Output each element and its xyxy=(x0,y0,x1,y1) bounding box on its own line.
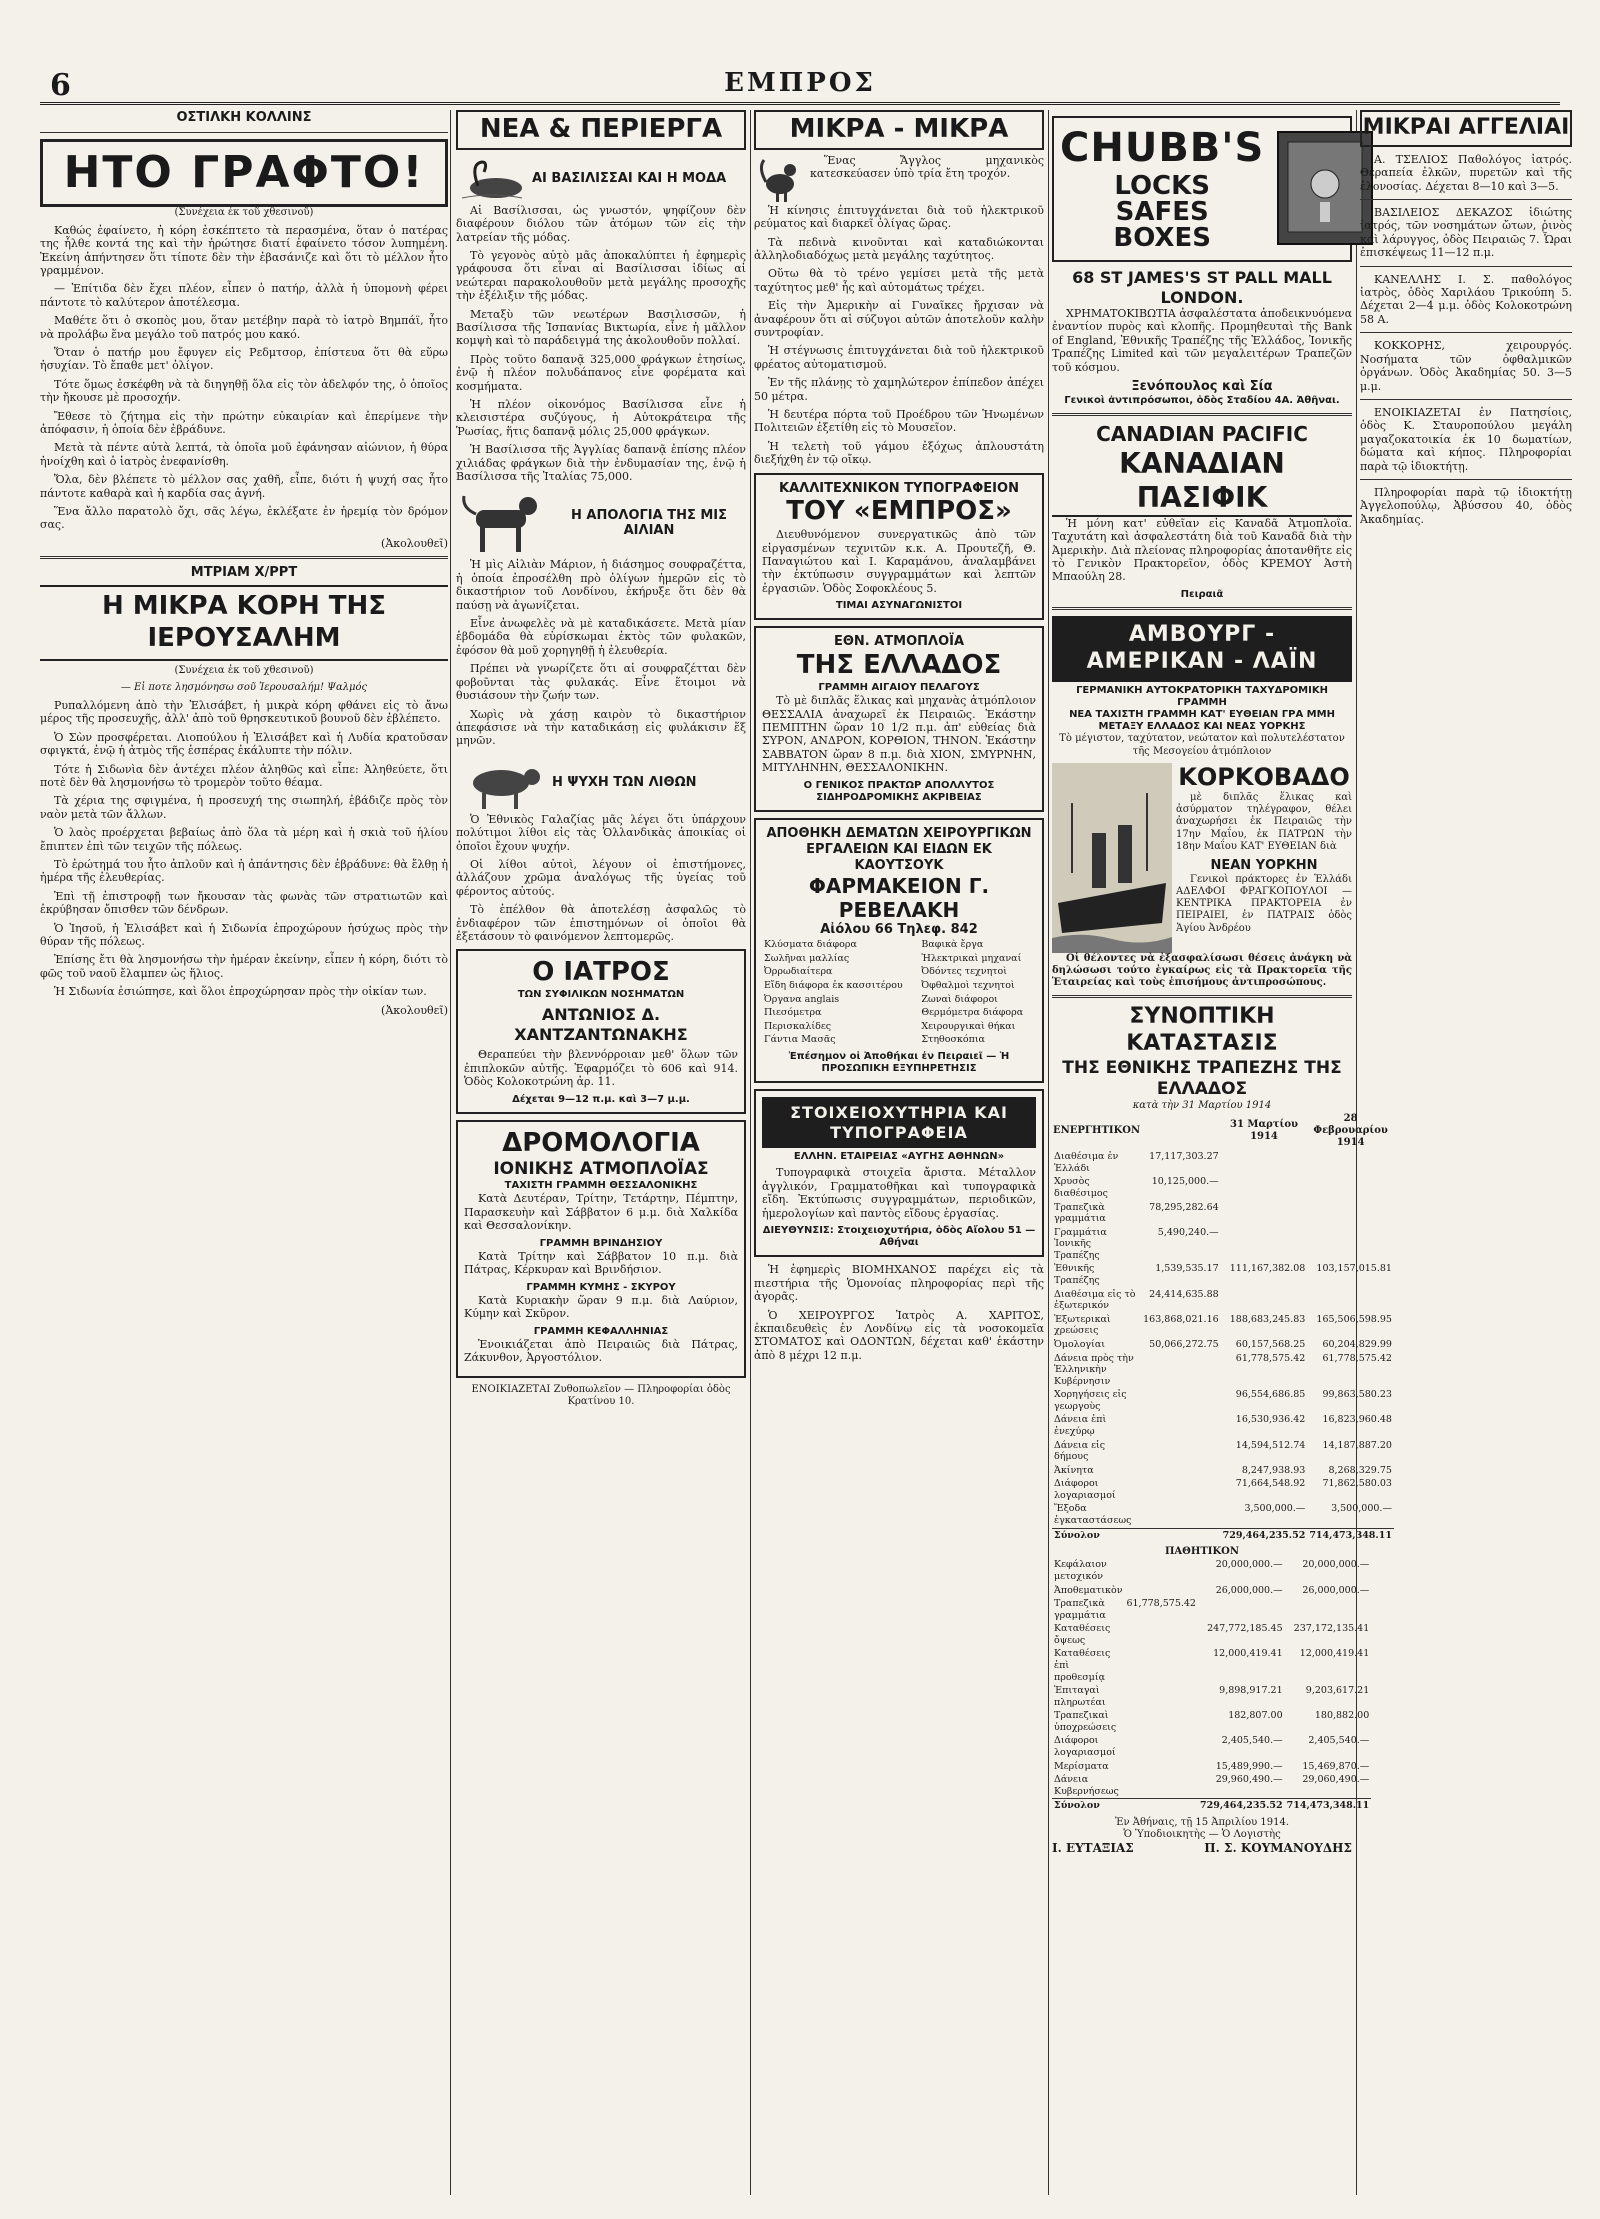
paragraph: Αἱ Βασίλισσαι, ὡς γνωστόν, ψηφίζουν δὲν διαφέρουν διόλου τῶν ἀτόμων τῶν εἰς τὴν λατρείαν τῆς μόδας. xyxy=(456,203,746,244)
ad-text: Θεραπεύει τὴν βλεννόρροιαν μεθ' ὅλων τῶν ἐπιπλοκῶν αὐτῆς. Ἐφαρμόζει τὸ 606 καὶ 914. Ὁδὸς Κολοκοτρώνη ἀρ. 11. xyxy=(464,1048,738,1089)
list-item: Γάντια Μασᾶς Στηθοσκόπια xyxy=(764,1034,985,1046)
table-row: Τραπεζικὰ γραμμάτια 61,778,575.42 xyxy=(1054,1598,1196,1621)
paragraph: Ἕνας Ἄγγλος μηχανικὸς κατεσκεύασεν ὑπὸ τρία ἔτη τροχόν. xyxy=(810,153,1044,181)
table-row: Τραπεζικὰ γραμμάτια 78,295,282.64 xyxy=(1054,1201,1219,1225)
ad-subheading: ΕΛΛΗΝ. ΕΤΑΙΡΕΙΑΣ «ΑΥΓΗΣ ΑΘΗΝΩΝ» xyxy=(793,1151,1005,1163)
steamship-illustration xyxy=(1052,763,1172,953)
paragraph: Τότε ἡ Σιδωνὶα δὲν ἀντέχει πλέον ἀληθῶς καὶ εἶπε: Ἀληθεύετε, ὅτι ποτὲ δὲν θὰ λησμονήσω τὸ τρομερὸν τοῦτο θέαμα. xyxy=(40,762,448,789)
paragraph: Ἡ δευτέρα πόρτα τοῦ Προέδρου τῶν Ἡνωμένων Πολιτειῶν ἐξετίθη εἰς τὸ Μουσεῖον. xyxy=(754,408,1044,435)
subheading: Η ΨΥΧΗ ΤΩΝ ΛΙΘΩΝ xyxy=(552,774,697,790)
column-briefs xyxy=(754,110,1044,2195)
section-heading: ΝΕΑ & ΠΕΡΙΕΡΓΑ xyxy=(456,110,746,150)
route-text: Κατὰ Κυριακὴν ὥραν 9 π.μ. διὰ Λαύριον, Κύμην καὶ Σκῦρον. xyxy=(464,1293,738,1321)
classified-ad: Α. ΤΣΕΛΙΟΣ Παθολόγος ἰατρός. Θεραπεία ἐλκῶν, πυρετῶν καὶ τῆς ἐλονοσίας. Δέχεται 8—10 καὶ 3—5. xyxy=(1360,152,1572,193)
paragraph: Μεταξὺ τῶν νεωτέρων Βασιλισσῶν, ἡ Βασίλισσα τῆς Ἰσπανίας Βικτωρία, εἶνε ἡ μᾶλλον κομψὴ καὶ τὸ παράδειγμά της ἀκολουθοῦν πολλαί. xyxy=(456,307,746,348)
column-classifieds xyxy=(1360,110,1572,2195)
ad-city: Πειραιᾶ xyxy=(1180,588,1224,600)
section-label: ΕΝΕΡΓΗΤΙΚΟΝ xyxy=(1053,1124,1141,1136)
paragraph: Ἐν τῆς πλάνῃς τὸ χαμηλώτερον ἐπίπεδον ἀπέχει 50 μέτρα. xyxy=(754,376,1044,403)
paragraph: Ἔθεσε τὸ ζήτημα εἰς τὴν πρώτην εὐκαιρίαν καὶ ἐπερίμενε τὴν ἀπόφασιν, ἡ ὁποία δὲν ἐβράδυνε. xyxy=(40,409,448,436)
ship-name: ΚΟΡΚΟΒΑΔΟ xyxy=(1178,762,1350,791)
paragraph: Τὸ ἐρώτημά του ἦτο ἁπλοῦν καὶ ἡ ἀπάντησις δὲν ἐβράδυνε: θὰ ἔλθῃ ἡ ἡμέρα τῆς ἐλευθερίας. xyxy=(40,857,448,885)
paragraph: Μετὰ τὰ πέντε αὐτὰ λεπτά, τὰ ὁποῖα μοῦ ἐφάνησαν αἰώνιον, ἡ θύρα ἠνοίχθη καὶ ὁ ἰατρὸς ἐνεφανίσθη. xyxy=(40,441,448,468)
office-hours: Δέχεται 9—12 π.μ. καὶ 3—7 μ.μ. xyxy=(512,1093,690,1105)
swan-illustration xyxy=(456,154,526,204)
paragraph: Ὅταν ὁ πατήρ μου ἔφυγεν εἰς Ρεδμτσορ, ἐπίστευα ὅτι θὰ εὕρω ἡσυχίαν. Τὸ ἔπαθε μετ' ὀλίγον. xyxy=(40,345,448,373)
ad-line: SAFES xyxy=(1115,196,1209,227)
paper-name: ΕΜΠΡΟΣ xyxy=(724,68,876,98)
paragraph: Ἡ στέγνωσις ἐπιτυγχάνεται διὰ τοῦ ἡλεκτρικοῦ φρέατος αὐτοματισμοῦ. xyxy=(754,344,1044,371)
dog-illustration xyxy=(456,488,546,558)
ad-line: LOCKS xyxy=(1114,170,1211,201)
ad-subheading: ΓΡΑΜΜΗ ΑΙΓΑΙΟΥ ΠΕΛΑΓΟΥΣ xyxy=(818,682,980,693)
story-author: ΜΤΡΙΑΜ Χ/ΡΡΤ xyxy=(190,565,298,581)
table-row: Χορηγήσεις εἰς γεωργοὺς 96,554,686.85 99,863,580.23 xyxy=(1054,1389,1392,1412)
ad-subheading: ΝΕΑ ΤΑΧΙΣΤΗ ΓΡΑΜΜΗ ΚΑΤ' ΕΥΘΕΙΑΝ ΓΡΑ ΜΜΗ xyxy=(1069,709,1335,721)
ad-footer: Ο ΓΕΝΙΚΟΣ ΠΡΑΚΤΩΡ ΑΠΟΛΛΥΤΟΣ ΣΙΔΗΡΟΔΡΟΜΙΚΗΣ ΑΚΡΙΒΕΙΑΣ xyxy=(803,779,995,803)
signature-titles: Ὁ Ὑποδιοικητὴς — Ὁ Λογιστὴς xyxy=(1123,1829,1281,1841)
paragraph: Τὸ γεγονὸς αὐτὸ μᾶς ἀποκαλύπτει ἡ ἐφημερὶς γράφουσα ὅτι εἶναι αἱ Βασίλισσαι ἰδίως αἱ νεώτεραι παρακολουθοῦν μετὰ μεγάλης προσοχῆς τὴν ἐξέλιξιν τῆς μόδας. xyxy=(456,248,746,303)
ad-title: ΚΑΝΑΔΙΑΝ ΠΑΣΙΦΙΚ xyxy=(1052,447,1352,517)
paragraph: Τὸ ἐπέλθον θὰ ἀποτελέσῃ ἀσφαλῶς τὸ ἐνδιαφέρον τῶν ἐπιστημόνων οἱ ὁποῖοι θὰ ἐξετάσουν τὸ φαινόμενον λεπτομερῶς. xyxy=(456,903,746,943)
paragraph: — Ἐπίτιδα δὲν ἔχει πλέον, εἶπεν ὁ πατήρ, ἀλλὰ ἡ ὑπομονὴ φέρει πάντοτε τὸ καλύτερον ἀποτέλεσμα. xyxy=(40,282,448,309)
type-foundry-ad xyxy=(754,1089,1044,1257)
route-title: ΓΡΑΜΜΗ ΚΥΜΗΣ - ΣΚΥΡΟΥ xyxy=(526,1281,676,1293)
ad-text: Ἡ μόνη κατ' εὐθεῖαν εἰς Καναδᾶ Ἀτμοπλοΐα. Ταχυτάτη καὶ ἀσφαλεστάτη διὰ τοῦ Καναδᾶ διὰ τὴν Ἀμερικὴν. Διὰ πλείονας πληροφορίας ἀποτανθῆτε εἰς τὸ Γενικὸν Πρακτορεῖον, ὁδὸς ΚΡΕΜΟΥ Ἀστὴ Μπαούλη 28. xyxy=(1052,516,1352,584)
classified-ad: ΒΑΣΙΛΕΙΟΣ ΔΕΚΑΖΟΣ ἰδιώτης ἰατρός, τῶν νοσημάτων ὤτων, ῥινὸς καὶ λάρυγγος, ὁδὸς Πειραιῶς 7. Ὧραι ἐπισκέψεως 11—12 π.μ. xyxy=(1360,206,1572,260)
ad-line: BOXES xyxy=(1113,222,1211,253)
subheading: Η ΑΠΟΛΟΓΙΑ ΤΗΣ ΜΙΣ ΑΙΛΙΑΝ xyxy=(570,507,728,539)
ad-address: Αἰόλου 66 Τηλεφ. 842 xyxy=(820,922,978,938)
section-heading: ΜΙΚΡΑΙ ΑΓΓΕΛΙΑΙ xyxy=(1360,110,1572,147)
paragraph: Οὕτω θὰ τὸ τρένο γεμίσει μετὰ τῆς μετὰ ταχύτητος μεθ' ἧς καὶ αὐτομάτως τρέχει. xyxy=(754,267,1044,294)
ad-name: ΦΑΡΜΑΚΕΙΟΝ Γ. ΡΕΒΕΛΑΚΗ xyxy=(808,873,990,922)
paragraph: Ἡ Βασίλισσα τῆς Ἀγγλίας δαπανᾷ ἐπίσης πλέον χιλιάδας φράγκων διὰ τὴν ἐνδυμασίαν της, ἐνῷ ἡ Βασίλισσα τῆς Ἰταλίας 75,000. xyxy=(456,443,746,484)
masthead xyxy=(40,62,1560,105)
ad-heading: ΑΠΟΘΗΚΗ ΔΕΜΑΤΩΝ ΧΕΙΡΟΥΡΓΙΚΩΝ ΕΡΓΑΛΕΙΩΝ ΚΑΙ ΕΙΔΩΝ ΕΚ ΚΑΟΥΤΣΟΥΚ xyxy=(766,826,1032,873)
continued-note: (Συνέχεια έκ τοῦ χθεσινοῦ) xyxy=(174,206,314,218)
balance-sheet-assets xyxy=(1052,1112,1394,1542)
route-title: ΓΡΑΜΜΗ ΚΕΦΑΛΛΗΝΙΑΣ xyxy=(533,1325,669,1337)
ad-city: LONDON. xyxy=(1160,287,1244,307)
page-number: 6 xyxy=(50,68,71,103)
paragraph: Ἡ πλέον οἰκονόμος Βασίλισσα εἶνε ἡ κλεισιστέρα συζύγους, ἡ Αὐτοκράτειρα τῆς Ῥωσίας, ἥτις δαπανᾷ μόλις 25,000 φράγκων. xyxy=(456,398,746,438)
table-row: Ὀμολογίαι 50,066,272.75 60,157,568.25 60,204,829.99 xyxy=(1054,1338,1392,1350)
table-row: Διάφοροι λογαριασμοί 2,405,540.— 2,405,540.— xyxy=(1054,1735,1370,1759)
ad-heading: ΣΤΟΙΧΕΙΟΧΥΤΗΡΙΑ ΚΑΙ ΤΥΠΟΓΡΑΦΕΙΑ xyxy=(762,1097,1036,1148)
table-row: Ἀκίνητα 8,247,938.93 8,268,329.75 xyxy=(1054,1464,1392,1476)
balance-sheet-liabilities xyxy=(1052,1558,1371,1813)
column-rule xyxy=(750,110,751,2195)
agents: Γενικοὶ πράκτορες ἐν Ἑλλάδι ΑΔΕΛΦΟΙ ΦΡΑΓΚΟΠΟΥΛΟΙ — ΚΕΝΤΡΙΚΑ ΠΡΑΚΤΟΡΕΙΑ ἐν ΠΕΙΡΑΙΕΙ, ἐν ΠΑΤΡΑΙΣ ὁδὸς Ἁγίου Ἀνδρέου xyxy=(1176,873,1352,934)
paragraph: Ἡ τελετὴ τοῦ γάμου ἐξόχως ἁπλουστάτη διεξήχθη ἐν τῷ οἴκῳ. xyxy=(754,439,1044,467)
list-item: Κλύσματα διάφορα Βαφικὰ ἔργα xyxy=(764,939,984,951)
section-heading: ΜΙΚΡΑ - ΜΙΚΡΑ xyxy=(754,110,1044,150)
table-row: Δάνεια ἐπὶ ἐνεχύρῳ 16,530,936.42 16,823,960.48 xyxy=(1054,1414,1392,1437)
ad-text: Διευθυνόμενον συνεργατικῶς ἀπὸ τῶν εἰργασμένων τεχνιτῶν κ.κ. Α. Προυτεζῆ, Θ. Παναγιώτου καὶ Ι. Καραμάνου, ἀναλαμβάνει τὴν ἐκτύπωσιν συγγραμμάτων καὶ λεπτῶν ἐργασιῶν. Ὁδὸς Σοφοκλέους 5. xyxy=(762,528,1036,595)
table-row: Δάνεια Κυβερνήσεως 29,960,490.— 29,060,490.— xyxy=(1054,1774,1370,1797)
paragraph: Χωρὶς νὰ χάσῃ καιρὸν τὸ δικαστήριον ἀπεφάσισε νὰ τὴν καταδικάσῃ εἰς φυλάκισιν ἕξ μηνῶν. xyxy=(456,707,746,748)
shipping-ad xyxy=(754,626,1044,812)
table-row: Διαθέσιμα εἰς τὸ ἐξωτερικόν 24,414,635.88 xyxy=(1054,1288,1219,1312)
paragraph: Ἕνα ἄλλο παρατολὸ ὄχι, σᾶς λέγω, ἐκλέξατε ἐν ἠρεμίᾳ τὸν δρόμον σας. xyxy=(40,505,448,532)
rooster-illustration xyxy=(754,154,804,204)
schedule-ad xyxy=(456,1120,746,1378)
table-row: Τραπεζικαὶ ὑποχρεώσεις 182,807.00 180,882.00 xyxy=(1054,1710,1370,1733)
paragraph: Καθώς ἐφαίνετο, ἡ κόρη ἐσκέπτετο τὰ περασμένα, ὅταν ὁ πατέρας της ἦλθε κοντά της καὶ τὴν ἠρώτησε διατί ἐφαίνετο τόσον λυπημένη. Ἐκείνη ἀπήντησεν ὅτι τίποτε δὲν τὴν ἐβασάνιζε καὶ ὅτι τὸ μέλλον ἦτο γραμμένον. xyxy=(40,223,448,277)
ad-subheading: ΜΕΤΑΞΥ ΕΛΛΑΔΟΣ ΚΑΙ ΝΕΑΣ ΥΟΡΚΗΣ xyxy=(1098,721,1306,733)
total-row: Σύνολον 729,464,235.52 714,473,348.11 xyxy=(1054,1800,1370,1812)
table-row: Καταθέσεις ὄψεως 247,772,185.45 237,172,135.41 xyxy=(1054,1623,1370,1646)
table-row: Ἐπιταγαὶ πληρωτέαι 9,898,917.21 9,203,617.21 xyxy=(1054,1685,1370,1708)
ad-brand: CHUBB'S xyxy=(1060,125,1265,171)
column-header: 28 Φεβρουαρίου 1914 xyxy=(1313,1112,1388,1149)
paragraph: Ὁ ΧΕΙΡΟΥΡΓΟΣ Ἰατρὸς Α. ΧΑΡΙΤΟΣ, ἐκπαιδευθεὶς ἐν Λονδίνῳ εἰς τὰ νοσοκομεῖα ΣΤΟΜΑΤΟΣ καὶ ΟΔΟΝΤΩΝ, δέχεται καθ' ἑκάστην ἀπὸ 8 μέχρι 12 π.μ. xyxy=(754,1308,1044,1362)
ad-title: ΑΜΒΟΥΡΓ - ΑΜΕΡΙΚΑΝ - ΛΑΪΝ xyxy=(1052,616,1352,682)
subheading: ΑΙ ΒΑΣΙΛΙΣΣΑΙ ΚΑΙ Η ΜΟΔΑ xyxy=(532,170,727,186)
route-title: ΓΡΑΜΜΗ ΒΡΙΝΔΗΣΙΟΥ xyxy=(539,1237,663,1249)
table-row: Ἐθνικῆς Τραπέζης 1,539,535.17 111,167,382.08 103,157,015.81 xyxy=(1054,1263,1392,1287)
agent-name: Ξενόπουλος καὶ Σία xyxy=(1131,379,1273,395)
ad-footer: ΤΙΜΑΙ ΑΣΥΝΑΓΩΝΙΣΤΟΙ xyxy=(835,600,963,612)
ad-text: Τὸ μὲ διπλᾶς ἕλικας καὶ μηχανὰς ἀτμόπλοιον ΘΕΣΣΑΛΙΑ ἀναχωρεῖ ἐκ Πειραιῶς. Ἑκάστην ΠΕΜΠΤΗΝ ὥραν 10 1/2 π.μ. ἀπ' εὐθείας διὰ ΣΥΡΟΝ, ΑΝΔΡΟΝ, ΚΟΡΘΙΟΝ, ΤΗΝΟΝ. Ἑκάστην ΣΑΒΒΑΤΟΝ ὥραν 8 π.μ. διὰ ΧΙΟΝ, ΣΜΥΡΝΗΝ, ΜΙΤΥΛΗΝΗΝ, ΘΕΣΣΑΛΟΝΙΚΗΝ. xyxy=(762,694,1036,775)
ad-footer: ΕΝΟΙΚΙΑΖΕΤΑΙ Ζυθοπωλεῖον — Πληροφορίαι ὁδὸς Κρατίνου 10. xyxy=(471,1383,731,1407)
column-ads-bank xyxy=(1052,110,1392,2195)
column-serial-stories xyxy=(40,110,448,2195)
paragraph: Ὁ Σὼν προσφέρεται. Λιοπούλου ἡ Ἐλισάβετ καὶ ἡ Λυδία κρατοῦσαν σφιγκτά, ἐνῷ ἡ ἀτμὸς τῆς ἑσπέρας ἐκάλυπτε τὴν πόλιν. xyxy=(40,730,448,758)
paragraph: Ἡ κίνησις ἐπιτυγχάνεται διὰ τοῦ ἡλεκτρικοῦ ρεύματος καὶ διαρκεῖ ὀλίγας ὥρας. xyxy=(754,203,1044,231)
signatory: Ι. ΕΥΤΑΞΙΑΣ xyxy=(1052,1841,1134,1856)
table-row: Δάνεια εἰς δήμους 14,594,512.74 14,187,887.20 xyxy=(1054,1439,1392,1463)
company-name: ΙΟΝΙΚΗΣ ΑΤΜΟΠΛΟΪΑΣ xyxy=(493,1159,709,1180)
signatory: Π. Σ. ΚΟΥΜΑΝΟΥΔΗΣ xyxy=(1204,1841,1352,1856)
ad-footer: Ἐπέσημον οἱ Ἀποθήκαι ἐν Πειραιεῖ — Ἡ ΠΡΟΣΩΠΙΚΗ ΕΞΥΠΗΡΕΤΗΣΙΣ xyxy=(788,1050,1010,1075)
chubbs-ad xyxy=(1052,116,1352,262)
ad-heading: ΔΡΟΜΟΛΟΓΙΑ xyxy=(502,1127,700,1158)
print-shop-ad xyxy=(754,473,1044,621)
story-title: ΗΤΟ ΓΡΑΦΤΟ! xyxy=(40,139,448,207)
ad-name: ΤΗΣ ΕΛΛΑΔΟΣ xyxy=(796,650,1002,681)
ad-text: μὲ διπλᾶς ἕλικας καὶ ἀσύρματον τηλέγραφον, θέλει ἀναχωρήσει ἐκ Πειραιῶς τὴν 17ην Μαΐου, ἐκ ΠΑΤΡΩΝ τὴν 18ην Μαΐου ΚΑΤ' ΕΥΘΕΙΑΝ διὰ xyxy=(1176,792,1352,852)
ad-heading: ΕΘΝ. ΑΤΜΟΠΛΟΪΑ xyxy=(833,634,965,650)
column-news xyxy=(456,110,746,2195)
paragraph: Ἡ ἐφημερὶς ΒΙΟΜΗΧΑΝΟΣ παρέχει εἰς τὰ πιεστήρια τῆς Ὁμονοίας πληροφορίας περὶ τῆς ἀγορᾶς. xyxy=(754,1263,1044,1304)
product-list xyxy=(762,938,1036,1047)
ad-name: ΤΟΥ «ΕΜΠΡΟΣ» xyxy=(786,496,1012,527)
ad-subheading: ΓΕΡΜΑΝΙΚΗ ΑΥΤΟΚΡΑΤΟΡΙΚΗ ΤΑΧΥΔΡΟΜΙΚΗ ΓΡΑΜΜΗ xyxy=(1076,684,1328,708)
agent-address: Γενικοὶ ἀντιπρόσωποι, ὁδὸς Σταδίου 4Α. Ἀθῆναι. xyxy=(1064,394,1340,406)
table-row: Γραμμάτια Ἰονικῆς Τραπέζης 5,490,240.— xyxy=(1054,1226,1219,1261)
route-title: ΤΑΧΙΣΤΗ ΓΡΑΜΜΗ ΘΕΣΣΑΛΟΝΙΚΗΣ xyxy=(504,1180,698,1192)
column-rule xyxy=(450,110,451,2195)
paragraph: Ὁ Ἰησοῦ, ἡ Ἐλισάβετ καὶ ἡ Σιδωνία ἐπροχώρουν ἡσύχως πρὸς τὴν θύραν τῆς πόλεως. xyxy=(40,921,448,949)
paragraph: Οἱ λίθοι αὐτοὶ, λέγουν οἱ ἐπιστήμονες, ἀλλάζουν χρῶμα ἀναλόγως τῆς ὑγείας τοῦ φέροντος αὐτούς. xyxy=(456,857,746,898)
table-row: Ἐξωτερικαὶ χρεώσεις 163,868,021.16 188,683,245.83 165,506,598.95 xyxy=(1054,1313,1392,1337)
paragraph: Πρὸς τοῦτο δαπανᾷ 325,000 φράγκων ἐτησίως, ἐνῷ ἡ πλέον πολυδάπανος εἶνε φορέματα καὶ κοσμήματα. xyxy=(456,352,746,393)
paragraph: Ὅλα, δὲν βλέπετε τὸ μέλλον σας χαθῆ, εἶπε, διότι ἡ ψυχή σας ἦτο πάντοτε καθαρὰ καὶ ἡ καρδία σας ἀγνή. xyxy=(40,473,448,500)
paragraph: Μαθέτε ὅτι ὁ σκοπὸς μου, ὅταν μετέβην παρὰ τὸ ἰατρὸ Βημπάϊ, ἦτο νὰ προλάβω ἕνα μεγάλο τοῦ πατρός μου κακό. xyxy=(40,314,448,341)
ad-heading: Ο ΙΑΤΡΟΣ xyxy=(532,957,670,988)
table-row: Ἀποθεματικὸν 26,000,000.— 26,000,000.— xyxy=(1054,1584,1370,1596)
epigraph: — Εἰ ποτε λησμόνησω σοῦ Ἱερουσαλήμ! Ψαλμός xyxy=(120,681,368,693)
list-item: Πιεσόμετρα Θερμόμετρα διάφορα xyxy=(764,1007,1024,1019)
paragraph: Πρέπει νὰ γνωρίζετε ὅτι αἱ σουφραζέτται δὲν φοβοῦνται τὰς φυλακάς. Εἶνε ἕτοιμοι νὰ θυσιάσουν τὴν ζωήν των. xyxy=(456,662,746,703)
ad-note: Οἱ θέλοντες νὰ ἐξασφαλίσωσι θέσεις ἀνάγκη νὰ δηλώσωσι τούτο ἐγκαίρως εἰς τὰ Πρακτορεῖα τῆς Ἑταιρείας καὶ τοὺς ἐπισήμους ἀντιπροσώπους. xyxy=(1052,952,1352,989)
table-row: Ἔξοδα ἐγκαταστάσεως 3,500,000.— 3,500,000.— xyxy=(1054,1503,1392,1527)
list-item: Ὀρρωδιαίτερα Ὀδόντες τεχνητοὶ xyxy=(764,966,1007,978)
story-author: ΟΣΤΙΛΚΗ ΚΟΛΛΙΝΣ xyxy=(176,110,312,125)
doctor-ad xyxy=(456,949,746,1113)
table-row: Καταθέσεις ἐπὶ προθεσμίᾳ 12,000,419.41 12,000,419.41 xyxy=(1054,1648,1370,1683)
doctor-name: ΑΝΤΩΝΙΟΣ Δ. ΧΑΝΤΖΑΝΤΩΝΑΚΗΣ xyxy=(514,1005,688,1044)
paragraph: Τὰ χέρια της σφιγμένα, ἡ προσευχή της σιωπηλή, ἐβάδιζε πρὸς τὸν ναὸν μετὰ τῶν ἄλλων. xyxy=(40,794,448,821)
list-item: Εἴδη διάφορα ἐκ κασσιτέρου Ὀφθαλμοὶ τεχνητοὶ xyxy=(764,979,1015,991)
paragraph: Ὁ Ἐθνικὸς Γαλαζίας μᾶς λέγει ὅτι ὑπάρχουν πολύτιμοι λίθοι εἰς τὰς Ὁλλανδικὰς ἀποικίας οἱ ὁποῖοι ἔχουν ψυχήν. xyxy=(456,812,746,853)
table-row: Διαθέσιμα ἐν Ἑλλάδι 17,117,303.27 xyxy=(1054,1151,1219,1174)
table-row: Διάφοροι λογαριασμοί 71,664,548.92 71,862,580.03 xyxy=(1054,1478,1392,1501)
table-row: Μερίσματα 15,489,990.— 15,469,870.— xyxy=(1054,1760,1370,1772)
section-label: ΠΑΘΗΤΙΚΟΝ xyxy=(1164,1546,1240,1558)
to-be-continued: (Ἀκολουθεῖ) xyxy=(381,1003,448,1017)
classified-ad: ΚΟΚΚΟΡΗΣ, χειρουργός. Νοσήματα τῶν ὀφθαλμικῶν ὀργάνων. Ὁδὸς Ἀκαδημίας 50. 3—5 μ.μ. xyxy=(1360,339,1572,393)
ad-text: ΧΡΗΜΑΤΟΚΙΒΩΤΙΑ ἀσφαλέστατα ἀποδεικνυόμενα ἐναντίον πυρὸς καὶ κλοπῆς. Προμηθευταὶ τῆς Bank of England, Ἐθνικῆς Τραπέζης τῆς Ἑλλάδος, Ἰονικῆς Τραπέζης Limited καὶ τῶν μεγαλειτέρων Τραπεζῶν τοῦ κόσμου. xyxy=(1052,307,1352,374)
paragraph: Ἐπὶ τῇ ἐπιστροφῇ των ἤκουσαν τὰς φωνὰς τῶν στρατιωτῶν καὶ ἐκρύβησαν ὄπισθεν τῶν δένδρων. xyxy=(40,889,448,917)
story-body xyxy=(40,699,448,1017)
paragraph: Ἡ μὶς Αἰλιὰν Μάριον, ἡ διάσημος σουφραζέττα, ἡ ὁποία ἐπροσέλθη πρὸ ὀλίγων ἡμερῶν εἰς τὸ δικαστήριον τοῦ Λονδίνου, ἐκήρυξε ὅτι δὲν θὰ παύσῃ νὰ ἀγωνίζεται. xyxy=(456,558,746,612)
destination: ΝΕΑΝ ΥΟΡΚΗΝ xyxy=(1210,858,1318,874)
animal-illustration xyxy=(456,753,546,813)
route-text: Ἐνοικιάζεται ἀπὸ Πειραιῶς διὰ Πάτρας, Ζάκυνθον, Ἀργοστόλιον. xyxy=(464,1337,738,1365)
to-be-continued: (Ἀκολουθεῖ) xyxy=(381,536,448,550)
ad-text: Τυπογραφικὰ στοιχεῖα ἄριστα. Μέταλλον ἀγγλικόν, Γραμματοθῆκαι καὶ τυπογραφικὰ εἴδη. Ἐκτύπωσις συγγραμμάτων, περιοδικῶν, ἡμερολογίων καὶ παντὸς εἴδους ἐργασίας. xyxy=(762,1166,1036,1220)
paragraph: Ἐπίσης ἔτι θὰ λησμονήσω τὴν ἡμέραν ἐκείνην, εἶπεν ἡ κόρη, διότι τὸ φῶς τοῦ ναοῦ ἔλαμπεν ὡς ἥλιος. xyxy=(40,953,448,980)
continued-note: (Συνέχεια ἐκ τοῦ χθεσινοῦ) xyxy=(174,664,314,676)
story-title: Η ΜΙΚΡΑ ΚΟΡΗ ΤΗΣ ΙΕΡΟΥΣΑΛΗΜ xyxy=(40,585,448,660)
route-text: Κατὰ Δευτέραν, Τρίτην, Τετάρτην, Πέμπτην, Παρασκευὴν καὶ Σάββατον 6 μ.μ. διὰ Χαλκίδα καὶ Θεσσαλονίκην. xyxy=(464,1192,738,1233)
ad-address: 68 ST JAMES'S ST PALL MALL xyxy=(1072,268,1332,287)
column-header: 31 Μαρτίου 1914 xyxy=(1229,1118,1298,1142)
paragraph: Τὰ πεδινὰ κινοῦνται καὶ καταδιώκονται ἀλληλοδιαδόχως μετὰ μεγάλης ταχύτητος. xyxy=(754,235,1044,262)
ad-brand: CANADIAN PACIFIC xyxy=(1096,422,1308,447)
bank-date: κατὰ τὴν 31 Μαρτίου 1914 xyxy=(1132,1099,1272,1111)
paragraph: Εἶνε ἀνωφελὲς νὰ μὲ καταδικάσετε. Μετὰ μίαν ἑβδομάδα θὰ εὑρίσκωμαι ἐκτὸς τῶν φυλακῶν, ἐφόσον θὰ μοῦ χορηγηθῇ ἡ ἐλευθερία. xyxy=(456,617,746,657)
pharmacy-ad xyxy=(754,818,1044,1083)
bank-title: ΣΥΝΟΠΤΙΚΗ ΚΑΤΑΣΤΑΣΙΣ xyxy=(1126,1004,1278,1057)
list-item: Σωλῆναι μαλλίας Ἠλεκτρικαὶ μηχαναί xyxy=(764,952,1022,964)
list-item: Περισκαλίδες Χειρουργικαὶ θήκαι xyxy=(764,1020,1016,1032)
paragraph: Εἰς τὴν Ἀμερικὴν αἱ Γυναῖκες ἤρχισαν νὰ ἀναφέρουν ὅτι αἱ σύζυγοι αὐτῶν ἀποτελοῦν καλὴν συντροφίαν. xyxy=(754,299,1044,339)
story-body xyxy=(40,224,448,551)
bank-title: ΤΗΣ ΕΘΝΙΚΗΣ ΤΡΑΠΕΖΗΣ ΤΗΣ ΕΛΛΑΔΟΣ xyxy=(1062,1058,1342,1099)
signature-date: Ἐν Ἀθήναις, τῇ 15 Ἀπριλίου 1914. xyxy=(1114,1816,1290,1828)
route-text: Κατὰ Τρίτην καὶ Σάββατον 10 π.μ. διὰ Πάτρας, Κέρκυραν καὶ Βρινδήσιον. xyxy=(464,1249,738,1277)
column-rule xyxy=(1048,110,1049,2195)
classified-ad: ΕΝΟΙΚΙΑΖΕΤΑΙ ἐν Πατησίοις, ὁδὸς Κ. Σταυροπούλου μεγάλη μαγαζοκατοικία ἐκ 10 δωματίων, δώματα καὶ κήπος. Πληροφορίαι παρὰ τῷ ἰδιοκτήτῃ. xyxy=(1360,405,1572,473)
classified-ad: Πληροφορίαι παρὰ τῷ ἰδιοκτήτῃ Ἀγγελοπούλῳ, Ἀβύσσου 40, ὁδὸς Ἀκαδημίας. xyxy=(1360,485,1572,526)
table-row: Κεφάλαιον μετοχικόν 20,000,000.— 20,000,000.— xyxy=(1054,1559,1370,1582)
ad-footer: ΔΙΕΥΘΥΝΣΙΣ: Στοιχειοχυτήρια, ὁδὸς Αἴολου 51 — Αθήναι xyxy=(762,1225,1036,1249)
ad-subheading: ΤΩΝ ΣΥΦΙΛΙΚΩΝ ΝΟΣΗΜΑΤΩΝ xyxy=(517,989,685,1001)
table-row: Δάνεια πρὸς τὴν Ἑλληνικὴν Κυβέρνησιν 61,778,575.42 61,778,575.42 xyxy=(1054,1352,1392,1387)
paragraph: Τότε ὅμως ἐσκέφθη νὰ τὰ διηγηθῇ ὅλα εἰς τὸν ἀδελφόν της, ὁ ὁποῖος τὴν ἤκουσε μὲ προσοχήν. xyxy=(40,377,448,405)
table-row: Χρυσὸς διαθέσιμος 10,125,000.— xyxy=(1054,1176,1219,1199)
classified-ad: ΚΑΝΕΛΛΗΣ Ι. Σ. παθολόγος ἰατρὸς, ὁδὸς Χαριλάου Τρικούπη 5. Δέχεται 2—4 μ.μ. ὁδὸς Κολοκοτρώνη 58 Α. xyxy=(1360,272,1572,326)
ad-text: Τὸ μέγιστον, ταχύτατον, νεώτατον καὶ πολυτελέστατον τῆς Μεσογείου ἀτμόπλοιον xyxy=(1059,733,1345,757)
ad-heading: ΚΑΛΛΙΤΕΧΝΙΚΟΝ ΤΥΠΟΓΡΑΦΕΙΟΝ xyxy=(779,480,1019,496)
list-item: Ὀργανα anglais Ζωναὶ διάφοροι xyxy=(764,993,998,1005)
total-row: Σύνολον 729,464,235.52 714,473,348.11 xyxy=(1054,1529,1392,1541)
paragraph: Ἡ Σιδωνία ἐσιώπησε, καὶ ὅλοι ἐπροχώρησαν πρὸς τὴν οἰκίαν των. xyxy=(54,985,427,999)
paragraph: Ρυπαλλόμενη ἀπὸ τὴν Ἐλισάβετ, ἡ μικρὰ κόρη φθάνει εἰς τὸ ἄνω μέρος τῆς προσευχῆς, ἀλλ' ἀπὸ τοῦ θρησκευτικοῦ βουνοῦ δὲν ἐβλέπετο. xyxy=(40,698,448,726)
paragraph: Ὁ λαὸς προέρχεται βεβαίως ἀπὸ ὅλα τὰ μέρη καὶ ἡ σκιὰ τοῦ ἡλίου ἔπιπτεν ἐπὶ τῶν τειχῶν τῆς πόλεως. xyxy=(40,826,448,853)
